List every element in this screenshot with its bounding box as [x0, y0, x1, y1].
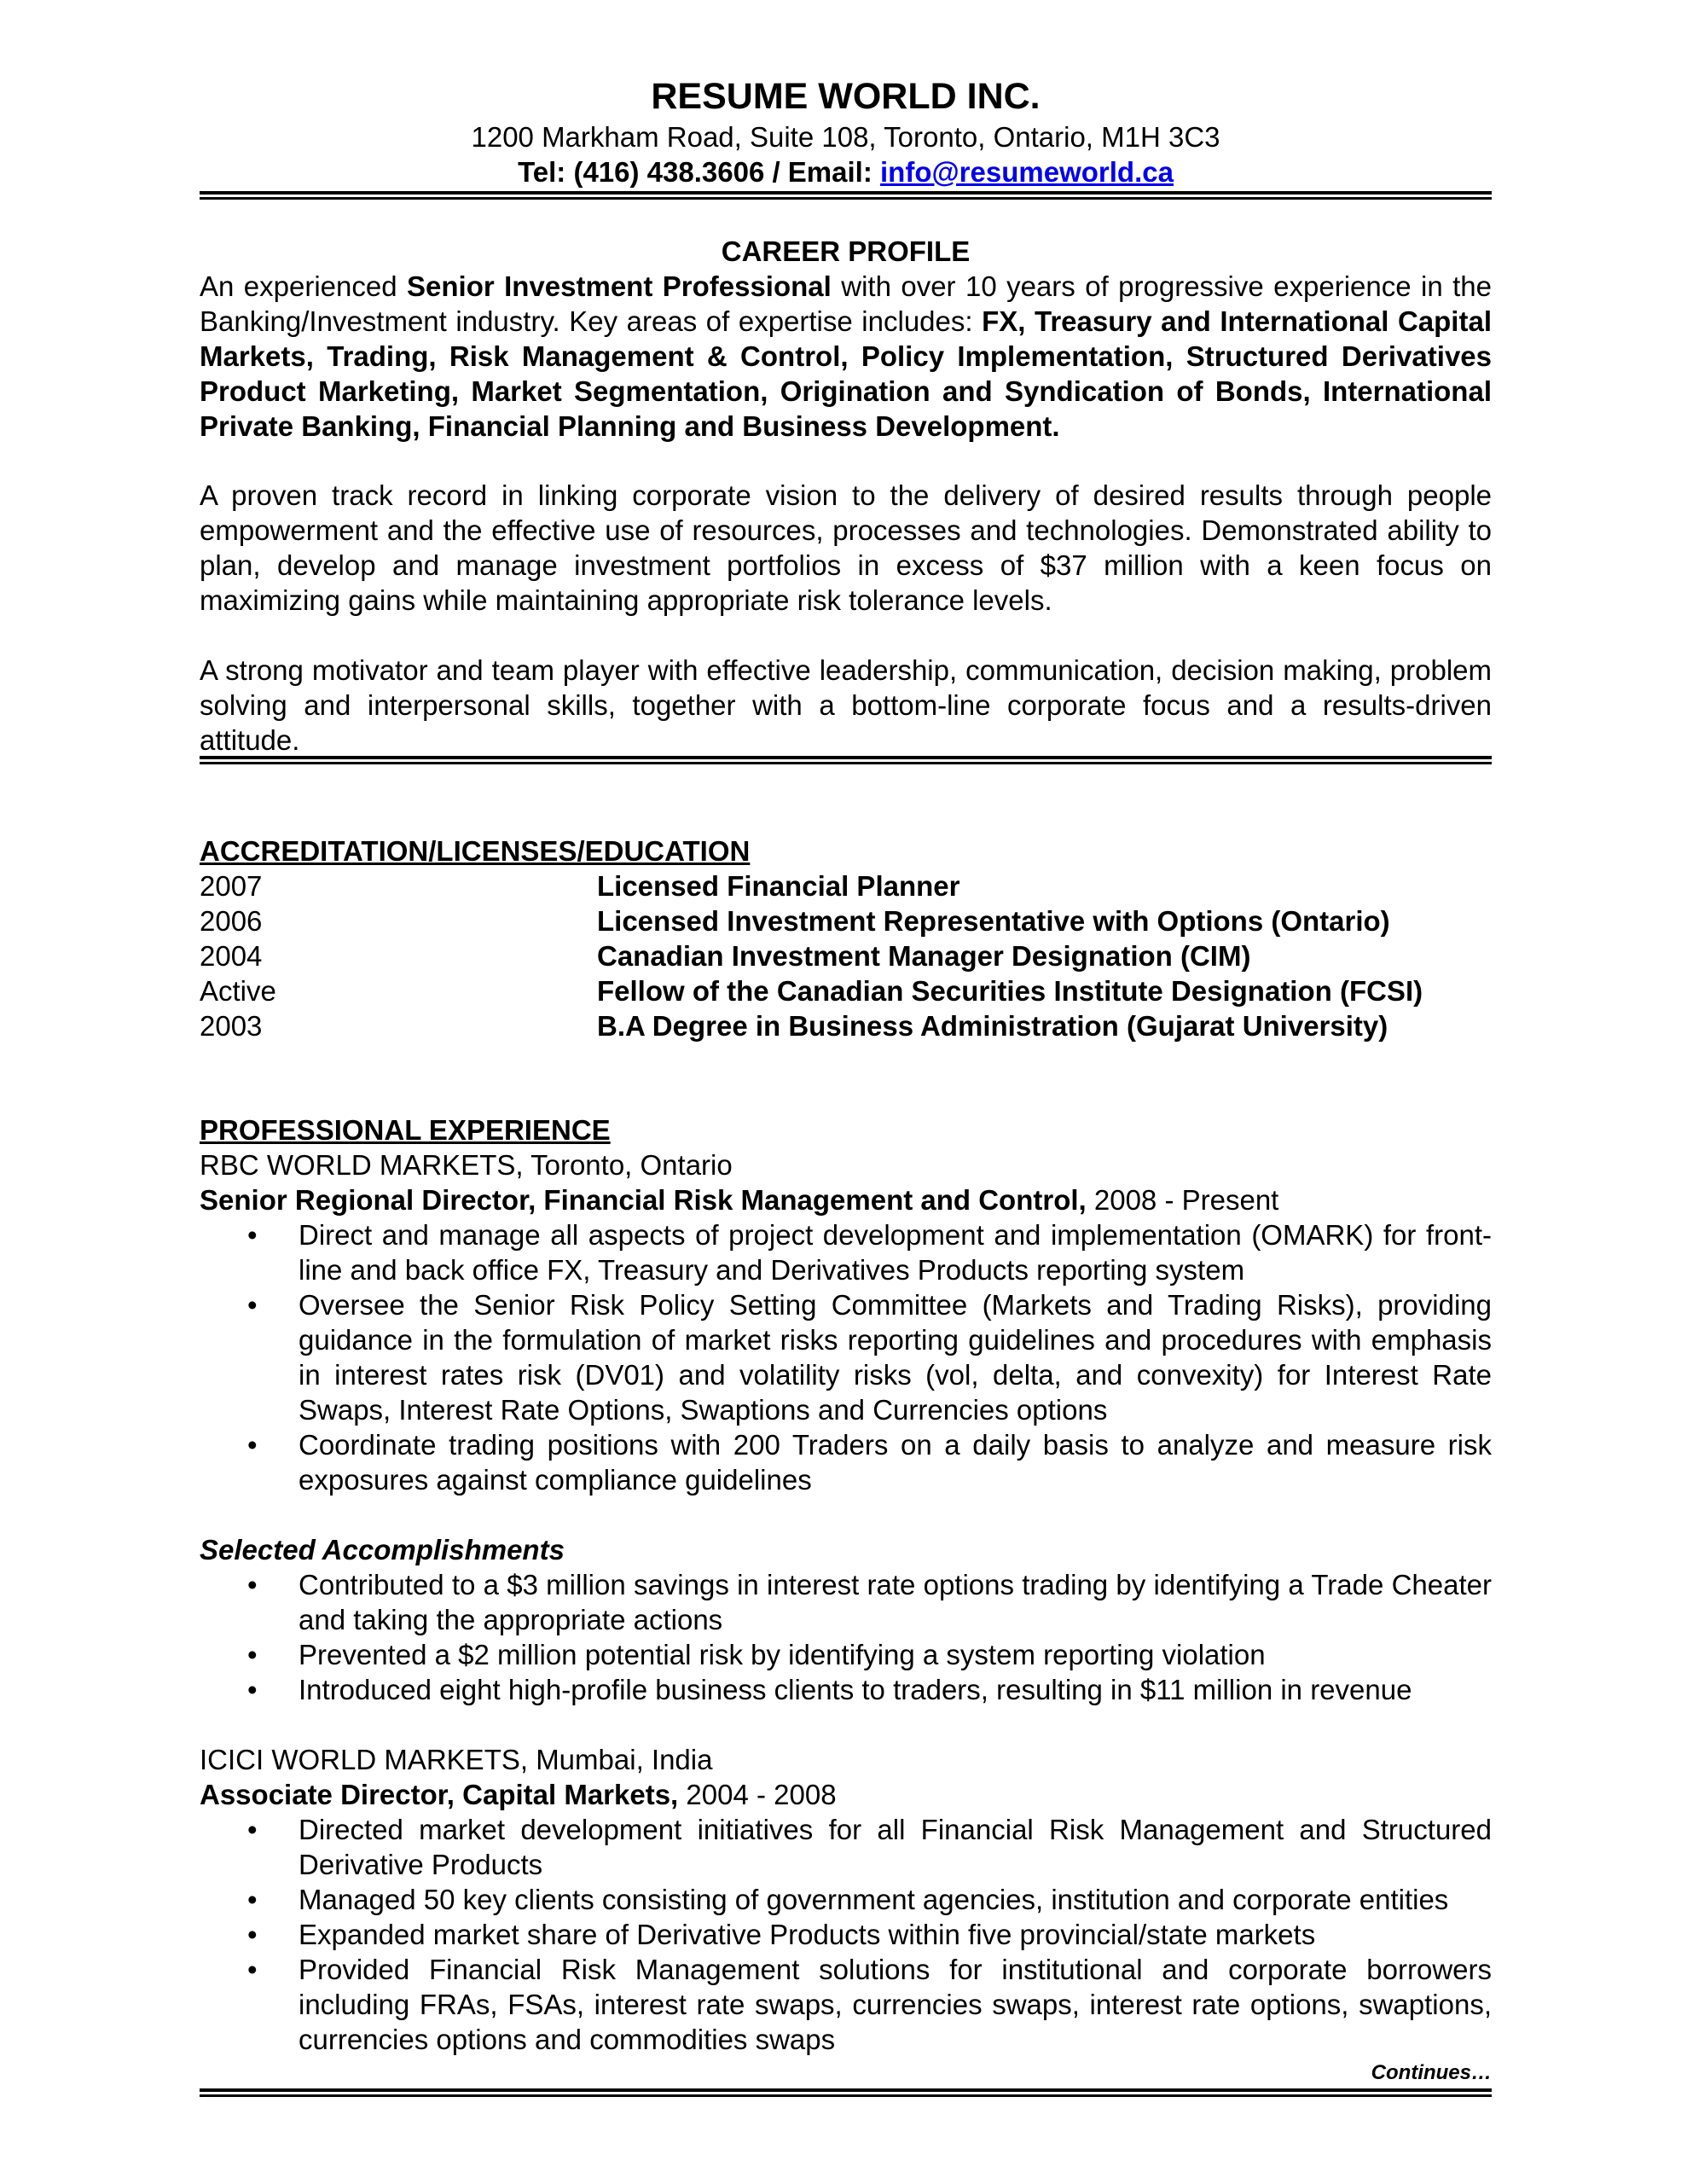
footer-divider [200, 2088, 1492, 2097]
bullet-icon: • [247, 1814, 258, 1845]
list-item [200, 1952, 1492, 2057]
email-link[interactable]: info@resumeworld.ca [880, 156, 1174, 188]
bold-text: Senior Investment Professional [407, 270, 832, 302]
item-text: Direct and manage all aspects of project development and implementation (OMARK) for front-line and back office FX, Treasury and Derivatives Products reporting system [299, 1219, 1492, 1286]
job-title-line [200, 1777, 1492, 1812]
year: 2003 [200, 1010, 263, 1042]
header-divider [200, 191, 1492, 200]
text: An experienced [200, 270, 407, 302]
credential: Fellow of the Canadian Securities Institute Designation (FCSI) [597, 975, 1423, 1007]
list-item [200, 1812, 1492, 1882]
list-item [200, 1882, 1492, 1917]
credential: Canadian Investment Manager Designation (CIM) [597, 940, 1251, 972]
education-section [200, 834, 1492, 1043]
item-text: Directed market development initiatives for all Financial Risk Management and Structured Derivative Products [299, 1814, 1492, 1880]
duties-list [200, 1812, 1492, 2057]
job-dates: 2004 - 2008 [678, 1779, 837, 1810]
list-item [200, 1427, 1492, 1497]
tel-label: Tel: (416) 438.3606 / Email: [518, 156, 881, 188]
bullet-icon: • [247, 1884, 258, 1915]
item-text: Managed 50 key clients consisting of government agencies, institution and corporate entities [299, 1884, 1449, 1915]
year: Active [200, 975, 276, 1007]
text: with over 10 years of progressive experience in the Banking/Investment industry. Key areas of expertise includes: [200, 270, 1492, 337]
list-item [200, 1917, 1492, 1952]
year: 2006 [200, 905, 263, 937]
experience-section [200, 1112, 1492, 2057]
accomplishments-list [200, 1567, 1492, 1707]
job-title: Associate Director, Capital Markets, [200, 1779, 679, 1810]
company-name: RESUME WORLD INC. [651, 76, 1041, 117]
year: 2004 [200, 940, 263, 972]
education-row [200, 1008, 1492, 1043]
bullet-icon: • [247, 1674, 258, 1705]
education-row [200, 903, 1492, 938]
company-address: 1200 Markham Road, Suite 108, Toronto, Ontario, M1H 3C3 [471, 121, 1220, 153]
company-line: RBC WORLD MARKETS, Toronto, Ontario [200, 1149, 733, 1181]
list-item [200, 1287, 1492, 1427]
bullet-icon: • [247, 1639, 258, 1670]
career-profile-paragraph-1 [200, 269, 1492, 444]
experience-heading: PROFESSIONAL EXPERIENCE [200, 1114, 611, 1146]
bullet-icon: • [247, 1219, 258, 1251]
bold-text: FX, Treasury and International Capital Markets, Trading, Risk Management & Control, Policy Implementation, Structured Derivatives Product Marketing, Market Segmentation, Origination and Syndication of Bonds, International Private Banking, Financial Planning and Business Development. [200, 305, 1492, 442]
credential: Licensed Financial Planner [597, 870, 960, 902]
list-item [200, 1672, 1492, 1707]
continues-note: Continues… [1371, 2061, 1492, 2084]
year: 2007 [200, 870, 263, 902]
career-profile-paragraph-2: A proven track record in linking corporate vision to the delivery of desired results through people empowerment and the effective use of resources, processes and technologies. Demonstrated ability to plan, develop and manage investment portfolios in excess of $37 million with a keen focus on maximizing gains while maintaining appropriate risk tolerance levels. [200, 479, 1492, 616]
bullet-icon: • [247, 1954, 258, 1985]
bullet-icon: • [247, 1919, 258, 1950]
bullet-icon: • [247, 1289, 258, 1321]
item-text: Introduced eight high-profile business clients to traders, resulting in $11 million in revenue [299, 1674, 1412, 1705]
item-text: Prevented a $2 million potential risk by identifying a system reporting violation [299, 1639, 1266, 1670]
education-heading: ACCREDITATION/LICENSES/EDUCATION [200, 835, 751, 867]
credential: Licensed Investment Representative with Options (Ontario) [597, 905, 1390, 937]
duties-list [200, 1217, 1492, 1497]
education-row [200, 938, 1492, 973]
item-text: Contributed to a $3 million savings in interest rate options trading by identifying a Trade Cheater and taking the appropriate actions [299, 1569, 1492, 1635]
education-row [200, 973, 1492, 1008]
credential: B.A Degree in Business Administration (Gujarat University) [597, 1010, 1388, 1042]
item-text: Expanded market share of Derivative Products within five provincial/state markets [299, 1919, 1316, 1950]
company-line: ICICI WORLD MARKETS, Mumbai, India [200, 1744, 713, 1775]
job-title: Senior Regional Director, Financial Risk Management and Control, [200, 1184, 1087, 1216]
contact-line [200, 154, 1492, 189]
job-dates: 2008 - Present [1086, 1184, 1279, 1216]
item-text: Provided Financial Risk Management solutions for institutional and corporate borrowers including FRAs, FSAs, interest rate swaps, currencies swaps, interest rate options, swaptions, currencies options and commodities swaps [299, 1954, 1492, 2055]
item-text: Oversee the Senior Risk Policy Setting Committee (Markets and Trading Risks), providing guidance in the formulation of market risks reporting guidelines and procedures with emphasis in interest rates risk (DV01) and volatility risks (vol, delta, and convexity) for Interest Rate Swaps, Interest Rate Options, Swaptions and Currencies options [299, 1289, 1492, 1426]
list-item [200, 1217, 1492, 1287]
education-row [200, 868, 1492, 903]
list-item [200, 1637, 1492, 1672]
accomplishments-heading: Selected Accomplishments [200, 1534, 565, 1565]
section-divider [200, 756, 1492, 764]
item-text: Coordinate trading positions with 200 Traders on a daily basis to analyze and measure risk exposures against compliance guidelines [299, 1429, 1492, 1496]
bullet-icon: • [247, 1569, 258, 1600]
career-profile-paragraph-3: A strong motivator and team player with effective leadership, communication, decision making, problem solving and interpersonal skills, together with a bottom-line corporate focus and a results-driven attitude. [200, 654, 1492, 756]
job-title-line [200, 1182, 1492, 1217]
list-item [200, 1567, 1492, 1637]
bullet-icon: • [247, 1429, 258, 1461]
career-profile-heading: CAREER PROFILE [721, 235, 971, 267]
